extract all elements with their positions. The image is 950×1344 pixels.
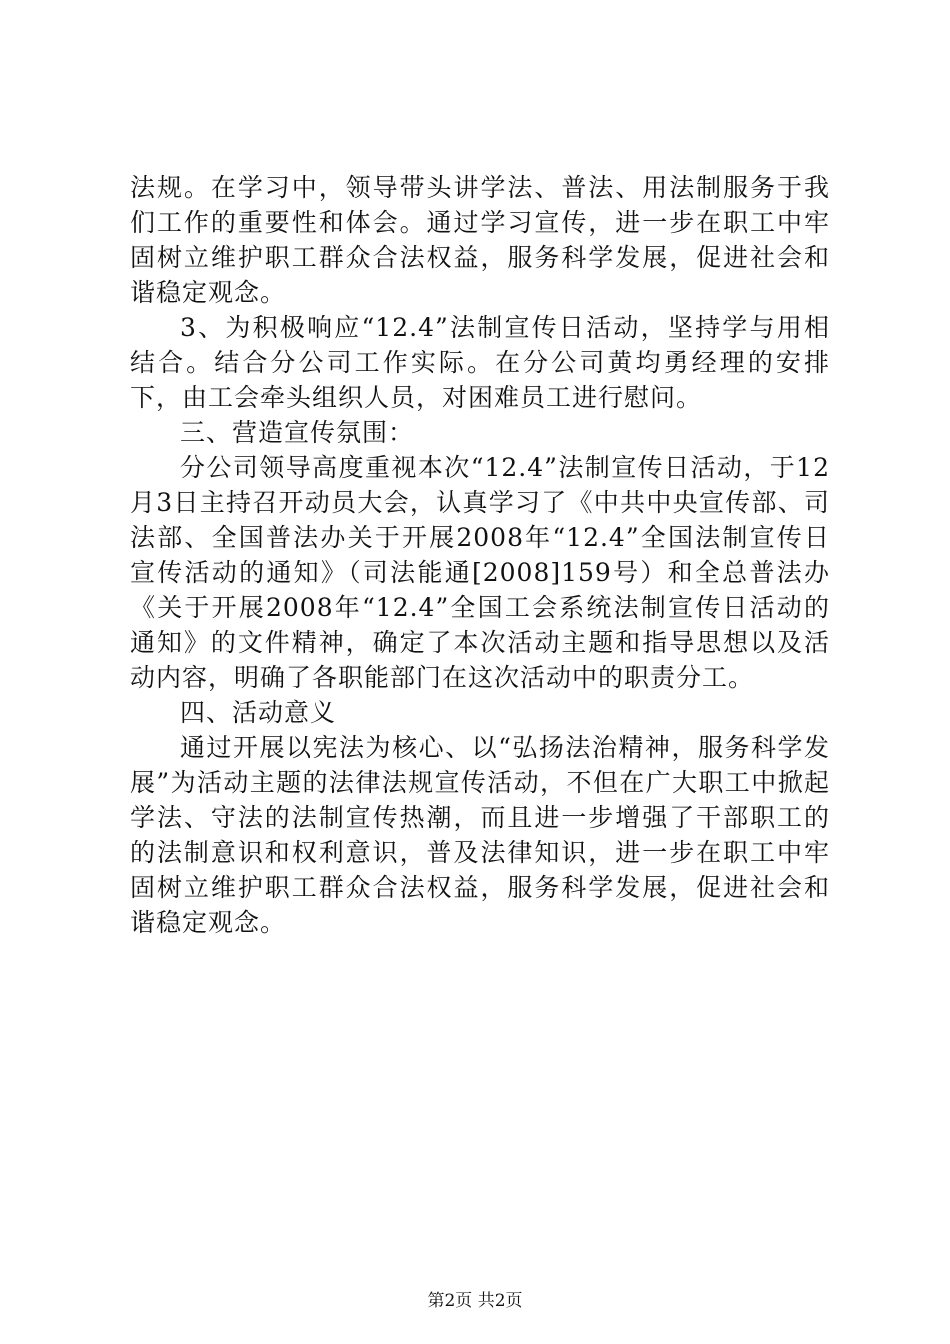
section-heading-4: 四、活动意义: [180, 698, 337, 727]
page-number-footer: 第2页 共2页: [427, 1291, 523, 1311]
document-body: [130, 170, 830, 940]
paragraph-section-3: 分公司领导高度重视本次“12.4”法制宣传日活动，于12月3日主持召开动员大会，认真学习了《中共中央宣传部、司法部、全国普法办关于开展2008年“12.4”全国法制宣传日宣传活动的通知》（司法能通[2008]159号）和全总普法办《关于开展2008年“12.4”全国工会系统法制宣传日活动的通知》的文件精神，确定了本次活动主题和指导思想以及活动内容，明确了各职能部门在这次活动中的职责分工。: [130, 453, 830, 692]
paragraph-section-4: 通过开展以宪法为核心、以“弘扬法治精神，服务科学发展”为活动主题的法律法规宣传活动，不但在广大职工中掀起学法、守法的法制宣传热潮，而且进一步增强了干部职工的的法制意识和权利意识，普及法律知识，进一步在职工中牢固树立维护职工群众合法权益，服务科学发展，促进社会和谐稳定观念。: [130, 733, 830, 937]
paragraph-continuation: 法规。在学习中，领导带头讲学法、普法、用法制服务于我们工作的重要性和体会。通过学习宣传，进一步在职工中牢固树立维护职工群众合法权益，服务科学发展，促进社会和谐稳定观念。: [130, 173, 830, 307]
paragraph-item-3: 3、为积极响应“12.4”法制宣传日活动，坚持学与用相结合。结合分公司工作实际。在分公司黄均勇经理的安排下，由工会牵头组织人员，对困难员工进行慰问。: [130, 313, 830, 412]
section-heading-3: 三、营造宣传氛围：: [180, 418, 415, 447]
